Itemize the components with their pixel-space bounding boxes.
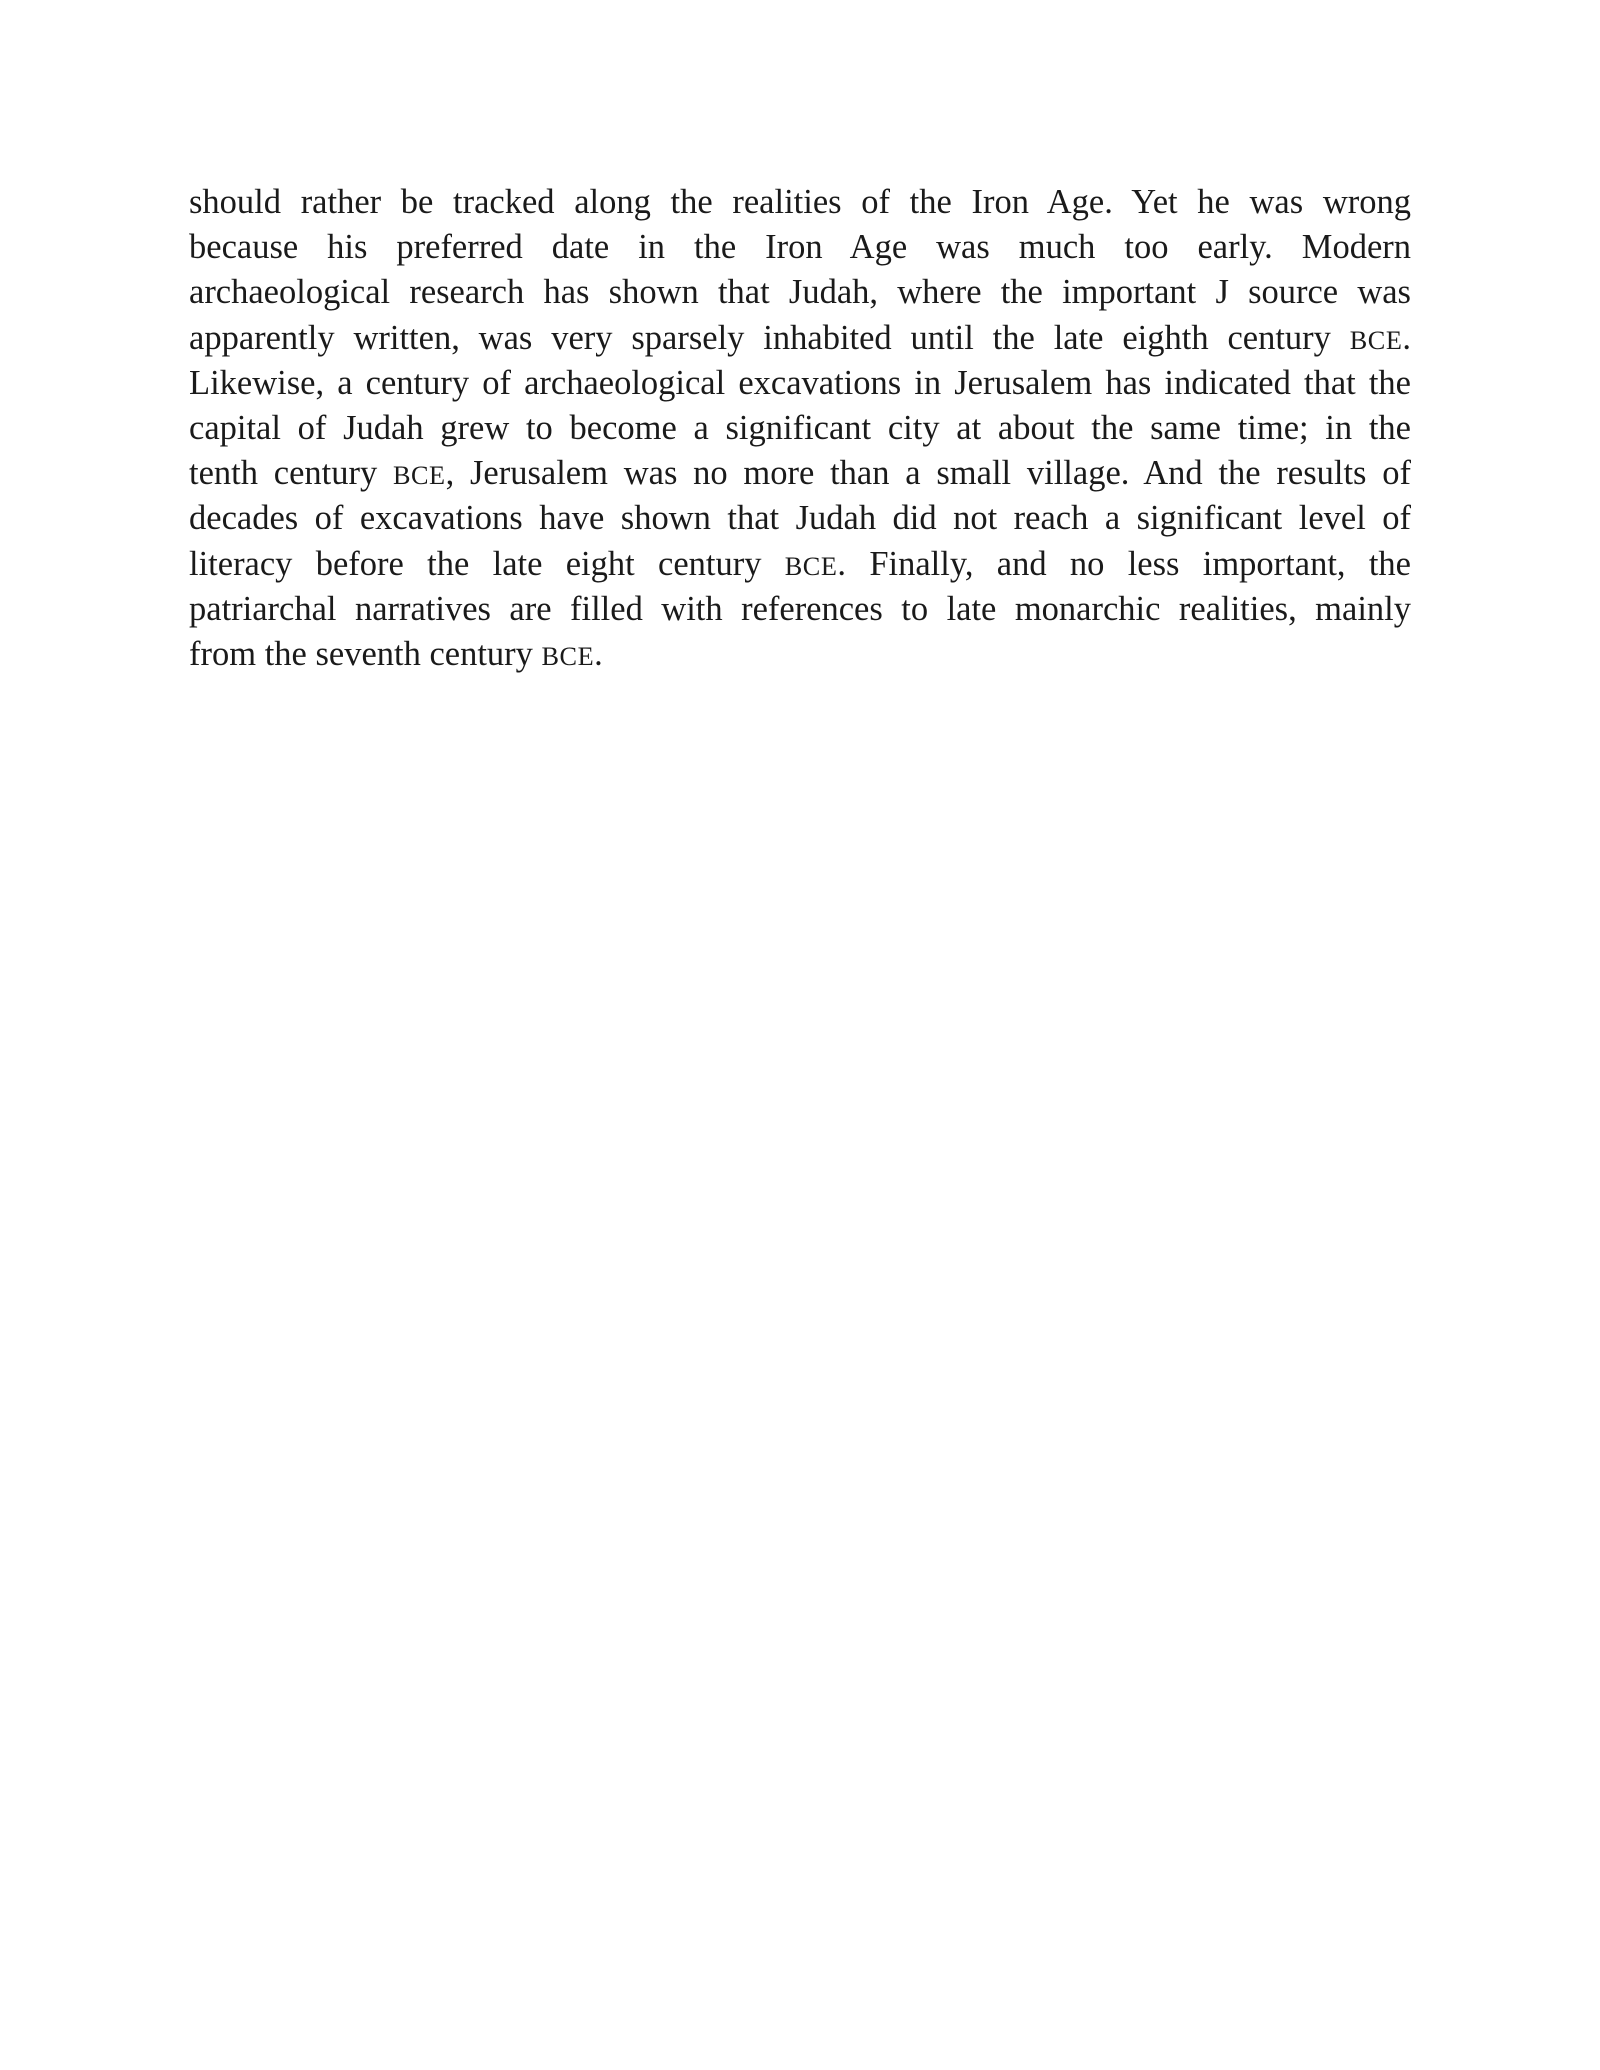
era-abbreviation: BCE — [541, 641, 595, 671]
text-run: decades of excavations have shown that Judah did not reach a significant level of — [189, 499, 1411, 538]
era-abbreviation: BCE — [1349, 325, 1403, 355]
body-paragraph — [189, 180, 1411, 677]
text-run: . — [1402, 318, 1411, 357]
text-line — [189, 496, 1411, 541]
text-run: patriarchal narratives are filled with references to late monarchic realities, mainly — [189, 589, 1411, 628]
text-line — [189, 225, 1411, 270]
text-run: should rather be tracked along the realities of the Iron Age. Yet he was wrong — [189, 183, 1411, 221]
era-abbreviation: BCE — [393, 461, 446, 491]
text-line — [189, 451, 1411, 496]
text-run: , Jerusalem was no more than a small village. And the results of — [445, 454, 1411, 493]
text-run: from the seventh century — [189, 634, 542, 673]
text-run: archaeological research has shown that Judah, where the important J source was — [189, 273, 1411, 312]
text-line — [189, 406, 1411, 451]
text-run: capital of Judah grew to become a significant city at about the same time; in the — [189, 408, 1411, 447]
text-run: literacy before the late eight century — [189, 544, 785, 583]
text-line — [189, 270, 1411, 315]
era-abbreviation: BCE — [784, 551, 838, 581]
text-run: because his preferred date in the Iron Age was much too early. Modern — [189, 228, 1411, 267]
text-run: apparently written, was very sparsely inhabited until the late eighth century — [189, 318, 1350, 357]
text-line — [189, 587, 1411, 632]
text-run: . — [594, 634, 603, 673]
text-run: . Finally, and no less important, the — [837, 544, 1411, 583]
text-line — [189, 180, 1411, 225]
text-line — [189, 361, 1411, 406]
text-line — [189, 542, 1411, 587]
text-line — [189, 316, 1411, 361]
text-run: tenth century — [189, 454, 393, 493]
text-run: Likewise, a century of archaeological excavations in Jerusalem has indicated that the — [189, 363, 1411, 402]
text-line — [189, 632, 1411, 677]
